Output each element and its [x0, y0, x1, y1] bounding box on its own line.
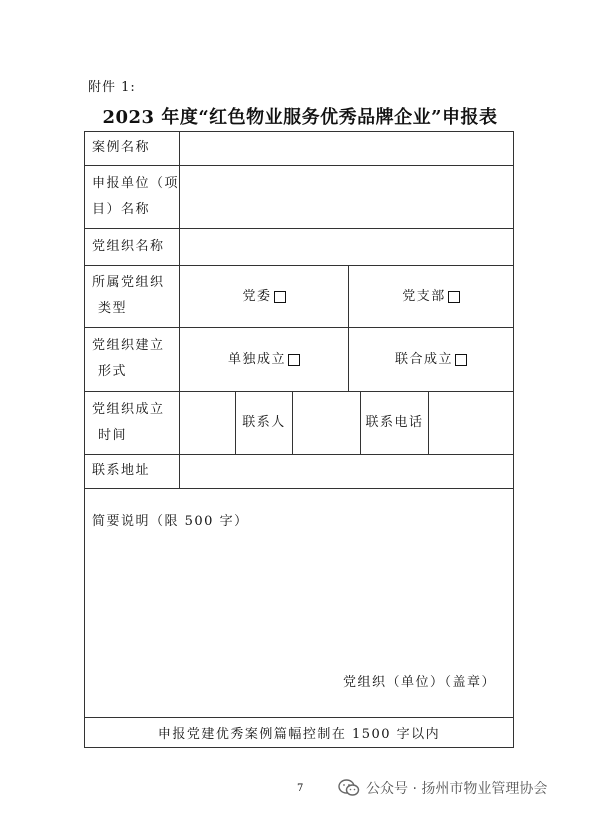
org-established-time-label: [84, 391, 179, 454]
summary-text-area[interactable]: [85, 535, 513, 665]
row-divider: [84, 488, 514, 489]
case-name-field[interactable]: [180, 132, 513, 165]
checkbox[interactable]: [448, 291, 460, 303]
watermark-text: 公众号 · 扬州市物业管理协会: [366, 781, 548, 797]
unit-name-label-line1: 申报单位（项: [92, 175, 180, 191]
address-field[interactable]: [180, 455, 513, 488]
contact-person-label: 联系人: [242, 415, 286, 430]
unit-name-field[interactable]: [180, 166, 513, 228]
org-type-label-line1: 所属党组织: [92, 275, 165, 290]
org-form-label: [84, 327, 179, 391]
address-label: 联系地址: [92, 463, 151, 478]
party-committee-label: 党委: [242, 288, 272, 304]
signature-seal-label: 党组织（单位）（盖章）: [342, 675, 496, 690]
org-time-label-line2: 时间: [98, 427, 128, 443]
unit-name-label-line2: 目）名称: [92, 201, 151, 217]
org-type-label: [84, 265, 179, 327]
summary-label: 简要说明（限 500 字）: [92, 514, 249, 529]
checkbox[interactable]: [274, 291, 286, 303]
independent-label: 单独成立: [227, 351, 286, 367]
watermark: [338, 778, 547, 798]
wechat-icon: [338, 779, 360, 797]
page-number: 7: [297, 783, 304, 794]
org-type-party-branch-option[interactable]: [349, 266, 513, 327]
org-form-independent-option[interactable]: [180, 328, 348, 391]
org-form-label-line2: 形式: [98, 364, 128, 379]
case-name-label: 案例名称: [92, 140, 151, 155]
org-form-label-line1: 党组织建立: [92, 338, 165, 353]
unit-name-label: [84, 165, 179, 228]
contact-person-field[interactable]: [293, 392, 360, 454]
application-form-table: [84, 131, 514, 748]
joint-label: 联合成立: [394, 351, 453, 367]
org-type-party-committee-option[interactable]: [180, 266, 348, 327]
org-type-label-line2: 类型: [98, 301, 128, 316]
checkbox[interactable]: [455, 354, 467, 366]
party-org-name-label: 党组织名称: [92, 238, 165, 254]
org-form-joint-option[interactable]: [349, 328, 513, 391]
party-org-name-field[interactable]: [180, 229, 513, 265]
org-established-time-field[interactable]: [180, 392, 235, 454]
table-border-right: [513, 131, 514, 748]
checkbox[interactable]: [288, 354, 300, 366]
attachment-label: 附件 1:: [88, 80, 136, 95]
org-time-label-line1: 党组织成立: [92, 401, 165, 417]
contact-phone-field[interactable]: [429, 392, 513, 454]
party-branch-label: 党支部: [402, 288, 446, 304]
footer-note: 申报党建优秀案例篇幅控制在 1500 字以内: [157, 727, 441, 742]
contact-phone-label: 联系电话: [365, 415, 424, 430]
form-title: 2023 年度“红色物业服务优秀品牌企业”申报表: [102, 107, 498, 128]
